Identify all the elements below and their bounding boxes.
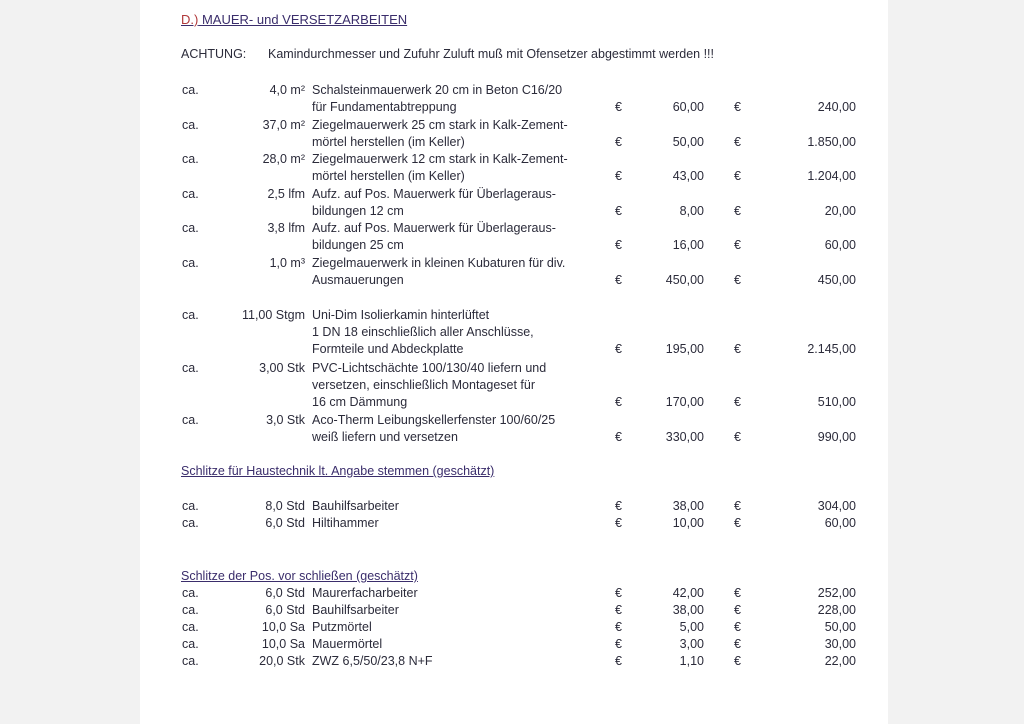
item-description-line: Uni-Dim Isolierkamin hinterlüftet [312, 308, 490, 322]
currency-symbol: € [615, 135, 622, 149]
subsection-title: Schlitze für Haustechnik lt. Angabe stemmen (geschätzt) [181, 464, 495, 478]
item-description-line: Aufz. auf Pos. Mauerwerk für Überlageraus- [312, 187, 556, 201]
total-price: 22,00 [824, 654, 856, 668]
row-ca: ca. [182, 308, 199, 322]
currency-symbol: € [734, 654, 741, 668]
row-quantity: 6,0 Std [265, 603, 305, 617]
item-description-line: für Fundamentabtreppung [312, 100, 457, 114]
item-description-line: 16 cm Dämmung [312, 395, 408, 409]
document-page [140, 0, 888, 724]
row-ca: ca. [182, 654, 199, 668]
unit-price: 16,00 [672, 238, 704, 252]
currency-symbol: € [734, 603, 741, 617]
row-quantity: 3,0 Stk [266, 413, 305, 427]
currency-symbol: € [734, 273, 741, 287]
unit-price: 38,00 [672, 603, 704, 617]
row-ca: ca. [182, 603, 199, 617]
currency-symbol: € [734, 499, 741, 513]
total-price: 60,00 [824, 238, 856, 252]
item-description-line: 1 DN 18 einschließlich aller Anschlüsse, [312, 325, 534, 339]
row-quantity: 6,0 Std [265, 516, 305, 530]
item-description-line: Mauermörtel [312, 637, 383, 651]
unit-price: 1,10 [679, 654, 704, 668]
total-price: 252,00 [817, 586, 856, 600]
currency-symbol: € [734, 238, 741, 252]
unit-price: 42,00 [672, 586, 704, 600]
currency-symbol: € [734, 620, 741, 634]
item-description-line: Putzmörtel [312, 620, 372, 634]
item-description-line: Hiltihammer [312, 516, 379, 530]
row-quantity: 1,0 m³ [269, 256, 305, 270]
currency-symbol: € [615, 100, 622, 114]
currency-symbol: € [734, 169, 741, 183]
total-price: 990,00 [817, 430, 856, 444]
total-price: 50,00 [824, 620, 856, 634]
unit-price: 330,00 [665, 430, 704, 444]
currency-symbol: € [615, 586, 622, 600]
item-description-line: mörtel herstellen (im Keller) [312, 169, 465, 183]
subsection-title: Schlitze der Pos. vor schließen (geschätzt) [181, 569, 418, 583]
total-price: 450,00 [817, 273, 856, 287]
section-title [181, 12, 407, 27]
row-ca: ca. [182, 187, 199, 201]
total-price: 30,00 [824, 637, 856, 651]
row-ca: ca. [182, 83, 199, 97]
item-description-line: Ausmauerungen [312, 273, 404, 287]
currency-symbol: € [615, 516, 622, 530]
row-ca: ca. [182, 637, 199, 651]
item-description-line: versetzen, einschließlich Montageset für [312, 378, 536, 392]
currency-symbol: € [734, 342, 741, 356]
currency-symbol: € [734, 586, 741, 600]
total-price: 228,00 [817, 603, 856, 617]
row-quantity: 10,0 Sa [261, 620, 305, 634]
row-quantity: 10,0 Sa [261, 637, 305, 651]
section-prefix: D.) [181, 12, 199, 27]
currency-symbol: € [615, 430, 622, 444]
currency-symbol: € [615, 395, 622, 409]
row-quantity: 20,0 Stk [259, 654, 305, 668]
note-text: Kamindurchmesser und Zufuhr Zuluft muß mit Ofensetzer abgestimmt werden !!! [268, 47, 715, 61]
total-price: 1.850,00 [807, 135, 856, 149]
row-quantity: 6,0 Std [265, 586, 305, 600]
currency-symbol: € [734, 637, 741, 651]
row-quantity: 11,00 Stgm [241, 308, 305, 322]
item-description-line: Aufz. auf Pos. Mauerwerk für Überlageraus- [312, 221, 556, 235]
currency-symbol: € [615, 620, 622, 634]
row-ca: ca. [182, 516, 199, 530]
row-ca: ca. [182, 361, 199, 375]
item-description-line: Formteile und Abdeckplatte [312, 342, 464, 356]
note-label: ACHTUNG: [181, 47, 247, 61]
total-price: 20,00 [824, 204, 856, 218]
currency-symbol: € [615, 654, 622, 668]
total-price: 60,00 [824, 516, 856, 530]
item-description-line: Bauhilfsarbeiter [312, 499, 399, 513]
row-ca: ca. [182, 221, 199, 235]
currency-symbol: € [615, 499, 622, 513]
total-price: 2.145,00 [807, 342, 856, 356]
currency-symbol: € [734, 430, 741, 444]
row-ca: ca. [182, 118, 199, 132]
row-ca: ca. [182, 413, 199, 427]
item-description-line: PVC-Lichtschächte 100/130/40 liefern und [312, 361, 547, 375]
unit-price: 5,00 [679, 620, 704, 634]
item-description-line: Ziegelmauerwerk in kleinen Kubaturen für div. [312, 256, 566, 270]
item-description-line: bildungen 12 cm [312, 204, 404, 218]
total-price: 304,00 [817, 499, 856, 513]
currency-symbol: € [734, 204, 741, 218]
unit-price: 38,00 [672, 499, 704, 513]
unit-price: 8,00 [679, 204, 704, 218]
item-description-line: ZWZ 6,5/50/23,8 N+F [312, 654, 433, 668]
currency-symbol: € [615, 238, 622, 252]
section-heading: MAUER- und VERSETZARBEITEN [201, 12, 408, 27]
unit-price: 3,00 [679, 637, 704, 651]
row-ca: ca. [182, 586, 199, 600]
unit-price: 170,00 [665, 395, 704, 409]
row-quantity: 37,0 m² [262, 118, 305, 132]
item-description-line: weiß liefern und versetzen [312, 430, 458, 444]
item-description-line: bildungen 25 cm [312, 238, 404, 252]
item-description-line: Maurerfacharbeiter [312, 586, 418, 600]
currency-symbol: € [734, 516, 741, 530]
total-price: 1.204,00 [807, 169, 856, 183]
unit-price: 195,00 [665, 342, 704, 356]
item-description-line: Ziegelmauerwerk 25 cm stark in Kalk-Zement- [312, 118, 568, 132]
unit-price: 50,00 [672, 135, 704, 149]
item-description-line: mörtel herstellen (im Keller) [312, 135, 465, 149]
unit-price: 10,00 [672, 516, 704, 530]
currency-symbol: € [734, 135, 741, 149]
item-description-line: Schalsteinmauerwerk 20 cm in Beton C16/20 [312, 83, 563, 97]
total-price: 510,00 [817, 395, 856, 409]
row-ca: ca. [182, 152, 199, 166]
row-quantity: 3,00 Stk [259, 361, 305, 375]
unit-price: 43,00 [672, 169, 704, 183]
currency-symbol: € [734, 395, 741, 409]
currency-symbol: € [615, 342, 622, 356]
item-description-line: Aco-Therm Leibungskellerfenster 100/60/25 [312, 413, 556, 427]
currency-symbol: € [615, 204, 622, 218]
row-ca: ca. [182, 256, 199, 270]
total-price: 240,00 [817, 100, 856, 114]
unit-price: 60,00 [672, 100, 704, 114]
item-description-line: Ziegelmauerwerk 12 cm stark in Kalk-Zement- [312, 152, 568, 166]
item-description-line: Bauhilfsarbeiter [312, 603, 399, 617]
row-quantity: 2,5 lfm [267, 187, 305, 201]
currency-symbol: € [615, 273, 622, 287]
row-quantity: 8,0 Std [265, 499, 305, 513]
row-ca: ca. [182, 499, 199, 513]
currency-symbol: € [734, 100, 741, 114]
currency-symbol: € [615, 637, 622, 651]
row-ca: ca. [182, 620, 199, 634]
unit-price: 450,00 [665, 273, 704, 287]
row-quantity: 28,0 m² [262, 152, 305, 166]
row-quantity: 3,8 lfm [267, 221, 305, 235]
currency-symbol: € [615, 169, 622, 183]
currency-symbol: € [615, 603, 622, 617]
row-quantity: 4,0 m² [269, 83, 305, 97]
